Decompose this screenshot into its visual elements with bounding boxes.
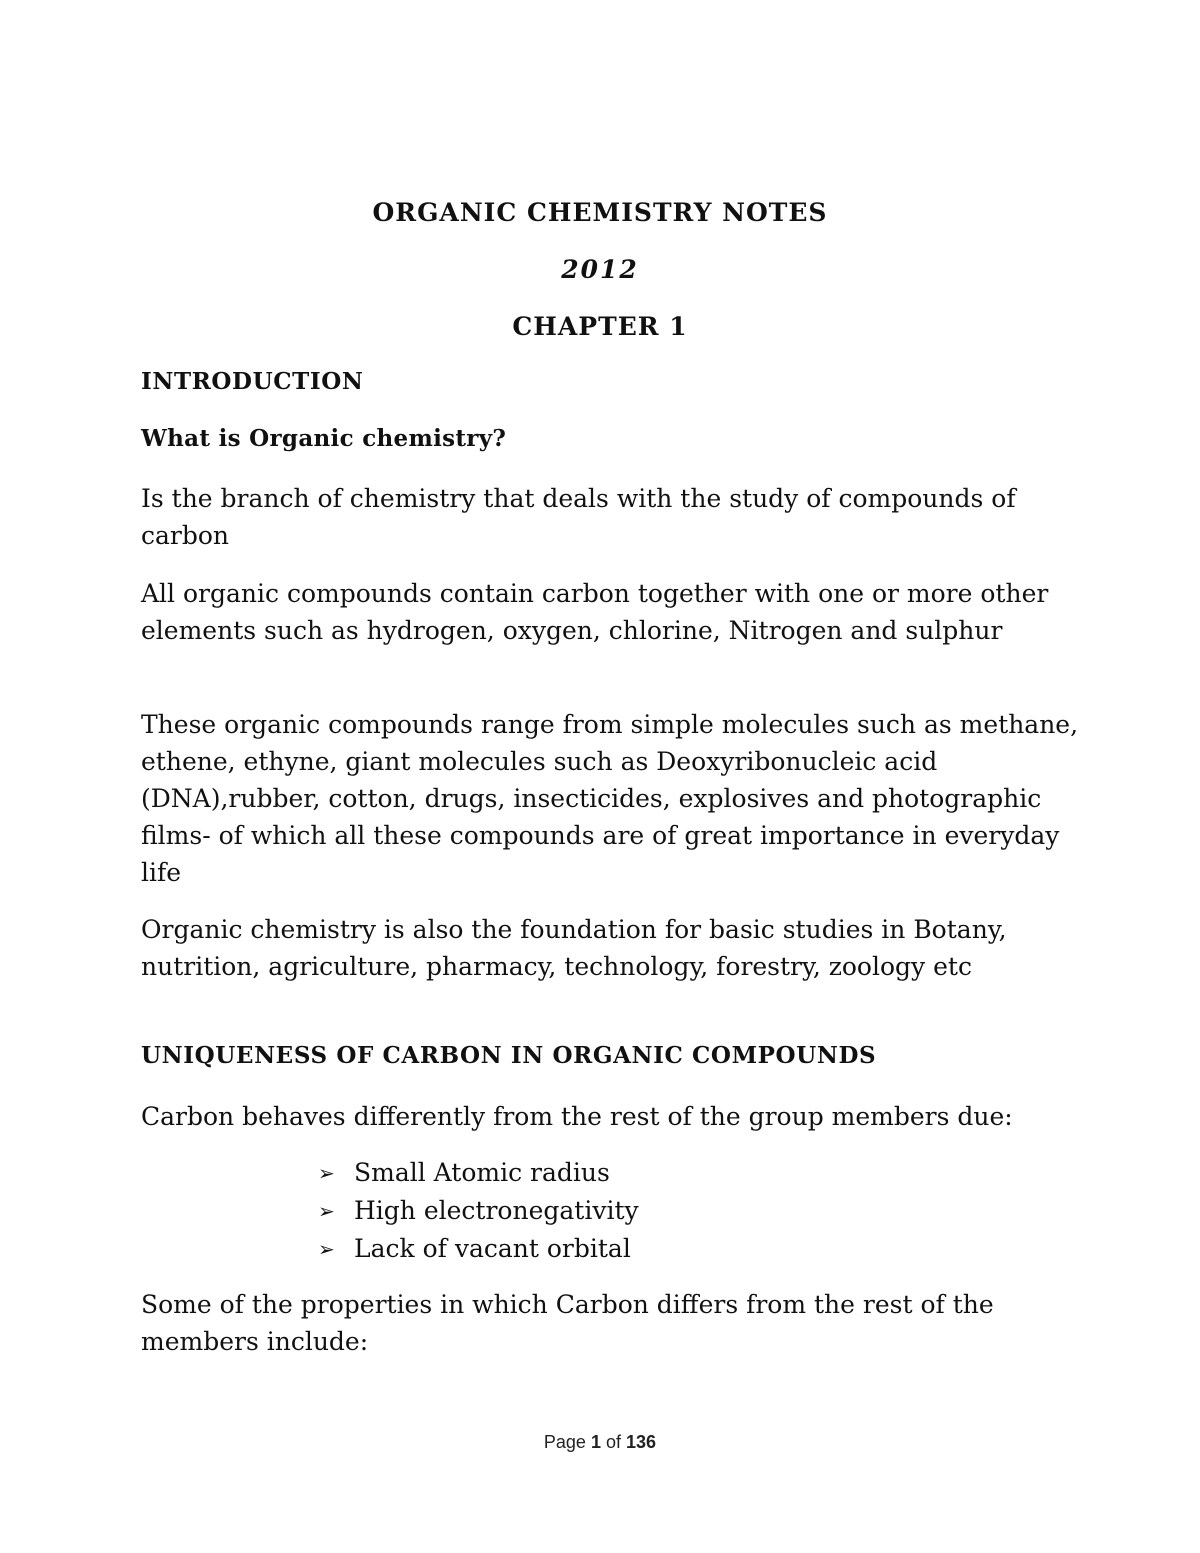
paragraph-elements: All organic compounds contain carbon together with one or more other elements such as hydrogen, oxygen, chlorine, Nitrogen and sulphur [141,579,1049,645]
list-item [318,1154,639,1192]
document-title: ORGANIC CHEMISTRY NOTES [372,198,828,227]
paragraph-definition: Is the branch of chemistry that deals with the study of compounds of carbon [141,484,1016,550]
footer-total-pages: 136 [626,1432,657,1452]
footer-page-label: Page [543,1432,586,1452]
page-footer [0,1432,1200,1453]
section-heading-uniqueness: UNIQUENESS OF CARBON IN ORGANIC COMPOUNDS [141,1042,877,1069]
bullet-text: Lack of vacant orbital [354,1234,631,1263]
bullet-text: High electronegativity [354,1196,639,1225]
bullet-text: Small Atomic radius [354,1158,610,1187]
document-year: 2012 [561,255,639,284]
arrow-bullet-icon: ➢ [318,1237,335,1261]
section-heading-introduction: INTRODUCTION [141,368,364,395]
question-heading: What is Organic chemistry? [141,425,507,452]
footer-of-label: of [606,1432,622,1452]
uniqueness-bullet-list [318,1154,639,1268]
arrow-bullet-icon: ➢ [318,1161,335,1185]
footer-current-page: 1 [590,1432,601,1452]
list-item [318,1230,639,1268]
arrow-bullet-icon: ➢ [318,1199,335,1223]
chapter-heading: CHAPTER 1 [512,312,688,341]
paragraph-examples: These organic compounds range from simple molecules such as methane, ethene, ethyne, giant molecules such as Deoxyribonucleic acid (DNA),rubber, cotton, drugs, insecticides, explosives and photographic films- of which all these compounds are of great importance in everyday life [141,710,1079,887]
paragraph-uniqueness-intro: Carbon behaves differently from the rest of the group members due: [141,1102,1013,1131]
paragraph-foundation: Organic chemistry is also the foundation for basic studies in Botany, nutrition, agriculture, pharmacy, technology, forestry, zoology etc [141,915,1007,981]
paragraph-closing: Some of the properties in which Carbon differs from the rest of the members include: [141,1290,994,1356]
list-item [318,1192,639,1230]
